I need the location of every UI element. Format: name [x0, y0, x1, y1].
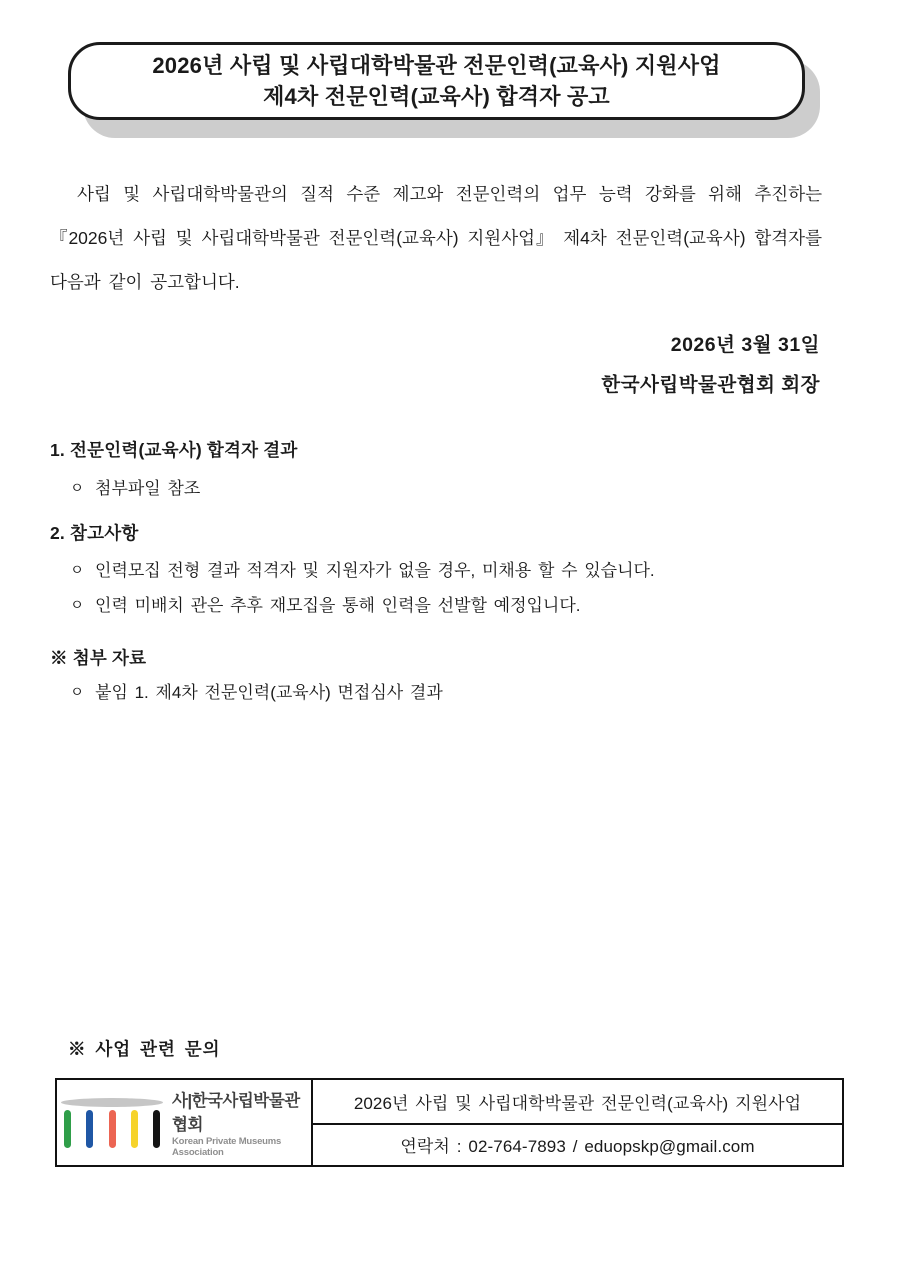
- title-line-1: 2026년 사립 및 사립대학박물관 전문인력(교육사) 지원사업: [152, 53, 721, 78]
- org-name-english: Korean Private Museums Association: [172, 1136, 282, 1158]
- logo-roof-shape: [61, 1098, 163, 1107]
- contact-details-cell: 연락처 : 02-764-7893 / eduopskp@gmail.com: [313, 1123, 842, 1166]
- logo-bar-black: [153, 1110, 160, 1148]
- logo-bar-green: [64, 1110, 71, 1148]
- signer-line: 한국사립박물관협회 회장: [601, 374, 820, 396]
- list-item-text: 붙임 1. 제4차 전문인력(교육사) 면접심사 결과: [95, 683, 443, 702]
- title-line-2: 제4차 전문인력(교육사) 합격자 공고: [263, 84, 610, 109]
- logo-text: [172, 1087, 307, 1158]
- section-attachments: [50, 645, 840, 707]
- logo-bar-blue: [86, 1110, 93, 1148]
- list-item: [70, 680, 840, 707]
- contact-table: [55, 1078, 844, 1167]
- list-item-text: 첨부파일 참조: [95, 479, 201, 498]
- list-item: [70, 558, 840, 585]
- bullet-marker: ㅇ: [70, 481, 85, 497]
- sign-off-block: [601, 325, 820, 405]
- bullet-marker: ㅇ: [70, 563, 85, 579]
- contact-info-cells: [313, 1080, 842, 1165]
- title-box: [68, 42, 805, 120]
- list-item: [70, 593, 840, 620]
- intro-paragraph: 사립 및 사립대학박물관의 질적 수준 제고와 전문인력의 업무 능력 강화를 위해 추진하는 『2026년 사립 및 사립대학박물관 전문인력(교육사) 지원사업』 제4차 전문인력(교육사) 합격자를 다음과 같이 공고합니다.: [50, 184, 822, 292]
- section-notes: [50, 520, 840, 620]
- logo-bar-yellow: [131, 1110, 138, 1148]
- section-heading: 2. 참고사항: [50, 523, 139, 543]
- list-item: [70, 476, 840, 503]
- inquiry-heading: ※ 사업 관련 문의: [68, 1039, 221, 1059]
- bullet-marker: ㅇ: [70, 598, 85, 614]
- program-name-cell: 2026년 사립 및 사립대학박물관 전문인력(교육사) 지원사업: [353, 1093, 802, 1113]
- list-item-text: 인력모집 전형 결과 적격자 및 지원자가 없을 경우, 미채용 할 수 있습니다.: [95, 561, 655, 580]
- association-logo-icon: [61, 1098, 163, 1148]
- org-name-korean: 사|한국사립박물관협회: [172, 1092, 300, 1134]
- section-results: [50, 437, 840, 503]
- logo-bar-coral: [109, 1110, 116, 1148]
- logo-cell: [57, 1080, 313, 1165]
- list-item-text: 인력 미배치 관은 추후 재모집을 통해 인력을 선발할 예정입니다.: [95, 596, 581, 615]
- section-heading: 1. 전문인력(교육사) 합격자 결과: [50, 440, 298, 460]
- date-line: 2026년 3월 31일: [670, 334, 820, 356]
- section-heading: ※ 첨부 자료: [50, 648, 147, 668]
- bullet-marker: ㅇ: [70, 685, 85, 701]
- logo-bars: [64, 1110, 160, 1148]
